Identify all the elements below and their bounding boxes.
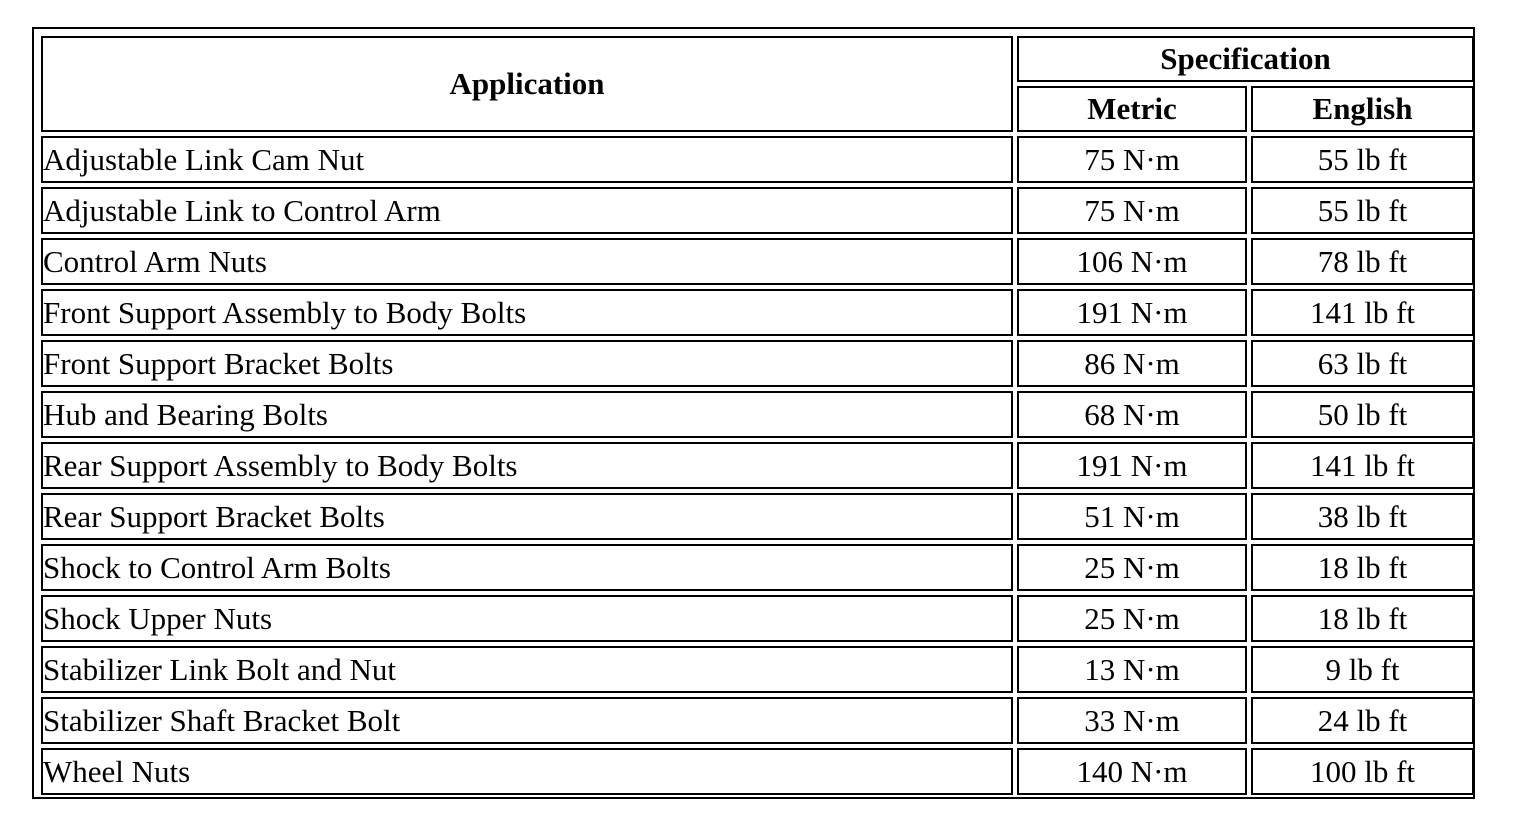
table-row — [41, 748, 1474, 795]
cell-english: 141 lb ft — [1251, 289, 1474, 336]
cell-metric: 140 N·m — [1017, 748, 1247, 795]
cell-english: 55 lb ft — [1251, 187, 1474, 234]
header-specification: Specification — [1017, 36, 1474, 82]
header-application: Application — [41, 36, 1013, 132]
table-row — [41, 340, 1474, 387]
cell-application: Shock Upper Nuts — [41, 595, 1013, 642]
table-row — [41, 595, 1474, 642]
cell-english: 50 lb ft — [1251, 391, 1474, 438]
cell-application: Adjustable Link to Control Arm — [41, 187, 1013, 234]
cell-application: Stabilizer Shaft Bracket Bolt — [41, 697, 1013, 744]
table-row — [41, 187, 1474, 234]
cell-application: Front Support Bracket Bolts — [41, 340, 1013, 387]
cell-english: 18 lb ft — [1251, 544, 1474, 591]
cell-metric: 191 N·m — [1017, 289, 1247, 336]
table-row — [41, 544, 1474, 591]
cell-metric: 75 N·m — [1017, 136, 1247, 183]
cell-application: Rear Support Assembly to Body Bolts — [41, 442, 1013, 489]
cell-application: Adjustable Link Cam Nut — [41, 136, 1013, 183]
table-row — [41, 391, 1474, 438]
table-row — [41, 493, 1474, 540]
table-header — [41, 36, 1474, 132]
cell-application: Stabilizer Link Bolt and Nut — [41, 646, 1013, 693]
cell-english: 38 lb ft — [1251, 493, 1474, 540]
cell-application: Control Arm Nuts — [41, 238, 1013, 285]
table-body — [41, 136, 1474, 795]
cell-metric: 13 N·m — [1017, 646, 1247, 693]
header-english: English — [1251, 86, 1474, 132]
cell-english: 24 lb ft — [1251, 697, 1474, 744]
table-row — [41, 238, 1474, 285]
cell-application: Shock to Control Arm Bolts — [41, 544, 1013, 591]
cell-metric: 33 N·m — [1017, 697, 1247, 744]
cell-metric: 75 N·m — [1017, 187, 1247, 234]
table-row — [41, 646, 1474, 693]
cell-application: Rear Support Bracket Bolts — [41, 493, 1013, 540]
header-metric: Metric — [1017, 86, 1247, 132]
table-row — [41, 289, 1474, 336]
spec-table-frame — [32, 27, 1475, 799]
cell-metric: 86 N·m — [1017, 340, 1247, 387]
table-row — [41, 442, 1474, 489]
cell-english: 63 lb ft — [1251, 340, 1474, 387]
cell-english: 18 lb ft — [1251, 595, 1474, 642]
cell-english: 78 lb ft — [1251, 238, 1474, 285]
cell-english: 55 lb ft — [1251, 136, 1474, 183]
cell-english: 9 lb ft — [1251, 646, 1474, 693]
cell-metric: 25 N·m — [1017, 595, 1247, 642]
cell-application: Hub and Bearing Bolts — [41, 391, 1013, 438]
cell-application: Wheel Nuts — [41, 748, 1013, 795]
cell-metric: 51 N·m — [1017, 493, 1247, 540]
cell-english: 141 lb ft — [1251, 442, 1474, 489]
cell-metric: 25 N·m — [1017, 544, 1247, 591]
cell-metric: 106 N·m — [1017, 238, 1247, 285]
fastener-torque-table — [37, 32, 1478, 799]
cell-english: 100 lb ft — [1251, 748, 1474, 795]
cell-metric: 191 N·m — [1017, 442, 1247, 489]
table-row — [41, 136, 1474, 183]
cell-metric: 68 N·m — [1017, 391, 1247, 438]
table-row — [41, 697, 1474, 744]
cell-application: Front Support Assembly to Body Bolts — [41, 289, 1013, 336]
